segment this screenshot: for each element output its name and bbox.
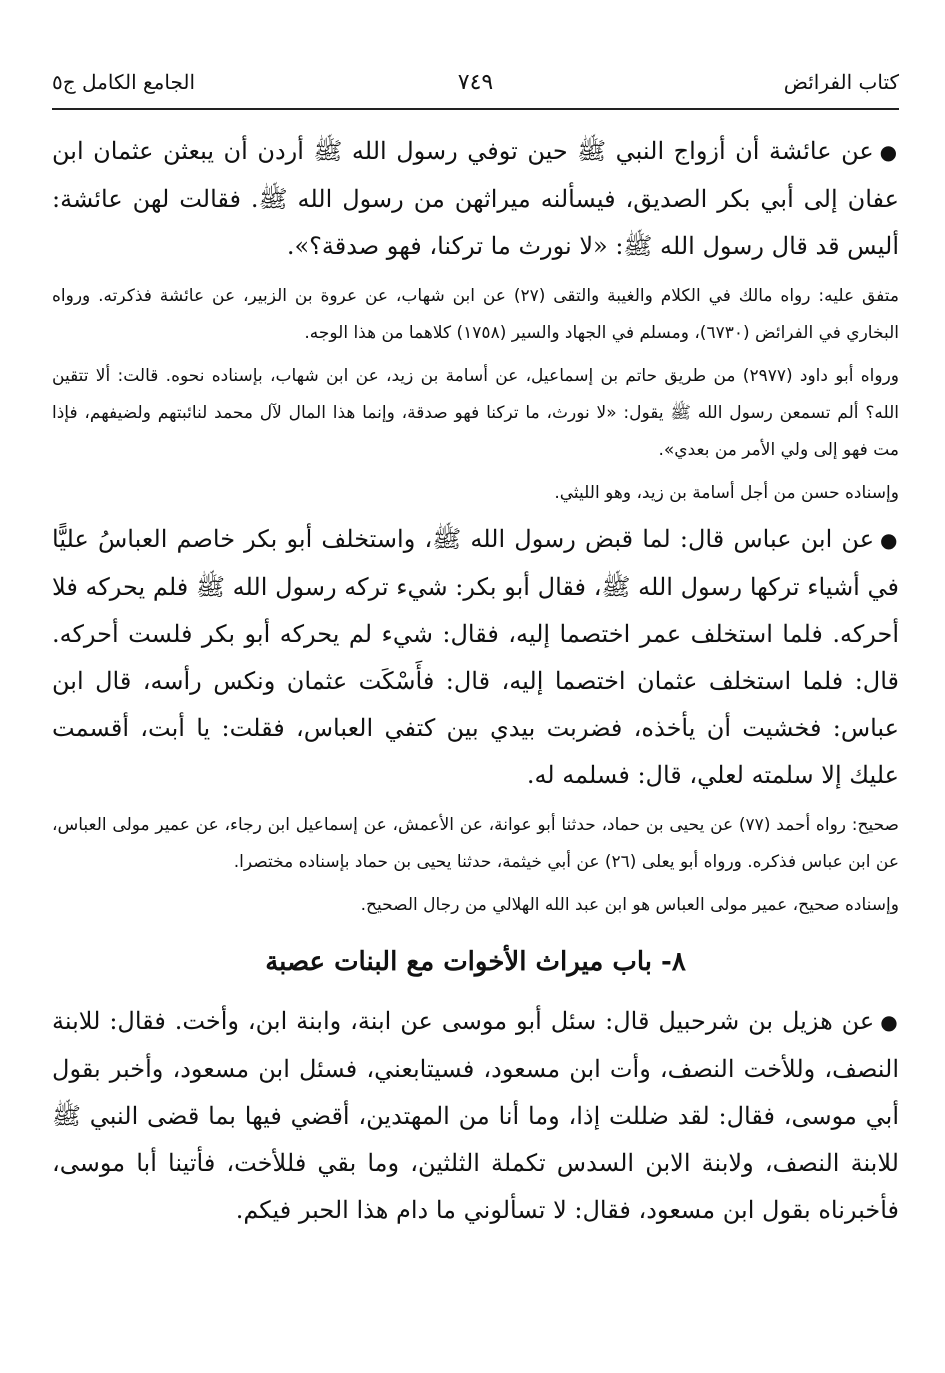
takhrij-note: وإسناده صحيح، عمير مولى العباس هو ابن عبد الله الهلالي من رجال الصحيح. bbox=[360, 895, 899, 915]
hadith-paragraph bbox=[52, 998, 899, 1234]
hadith-paragraph bbox=[52, 128, 899, 270]
takhrij-note: وإسناده حسن من أجل أسامة بن زيد، وهو الليثي. bbox=[554, 483, 899, 503]
hadith-text: عن عائشة أن أزواج النبي ﷺ حين توفي رسول الله ﷺ أردن أن يبعثن عثمان ابن عفان إلى أبي بكر الصديق، فيسألنه ميراثهن من رسول الله ﷺ. فقالت لهن عائشة: أليس قد قال رسول الله ﷺ: «لا نورث ما تركنا، فهو صدقة؟». bbox=[52, 137, 899, 260]
chapter-heading: ٨- باب ميراث الأخوات مع البنات عصبة bbox=[265, 947, 686, 977]
book-section-title: كتاب الفرائض bbox=[783, 70, 899, 94]
page-header bbox=[52, 62, 899, 102]
bullet-icon: ● bbox=[880, 528, 900, 552]
bullet-icon: ● bbox=[879, 140, 900, 164]
hadith-text: عن ابن عباس قال: لما قبض رسول الله ﷺ، واستخلف أبو بكر خاصم العباسُ عليًّا في أشياء تركها رسول الله ﷺ، فقال أبو بكر: شيء تركه رسول الله ﷺ فلم يحركه فلا أحركه. فلما استخلف عمر اختصما إليه، فقال: شيء لم يحركه أبو بكر فلست أحركه. قال: فلما استخلف عثمان اختصما إليه، قال: فأَسْكَت عثمان ونكس رأسه، قال ابن عباس: فخشيت أن يأخذه، فضربت بيدي بين كتفي العباس، فقلت: يا أبت، أقسمت عليك إلا سلمته لعلي، قال: فسلمه له. bbox=[52, 525, 899, 789]
takhrij-note: ورواه أبو داود (٢٩٧٧) من طريق حاتم بن إسماعيل، عن أسامة بن زيد، عن ابن شهاب، بإسناده نحوه. قالت: ألا تتقين الله؟ ألم تسمعن رسول الله ﷺ يقول: «لا نورث، ما تركنا فهو صدقة، وإنما هذا المال لآل محمد لنائبتهم ولضيفهم، فإذا مت فهو إلى ولي الأمر من بعدي». bbox=[52, 366, 899, 460]
takhrij-note: صحيح: رواه أحمد (٧٧) عن يحيى بن حماد، حدثنا أبو عوانة، عن الأعمش، عن إسماعيل ابن رجاء، عن عمير مولى العباس، عن ابن عباس فذكره. ورواه أبو يعلى (٢٦) عن أبي خيثمة، حدثنا يحيى بن حماد بإسناده مختصرا. bbox=[52, 815, 899, 872]
book-title: الجامع الكامل ج٥ bbox=[52, 70, 196, 94]
hadith-text: عن هزيل بن شرحبيل قال: سئل أبو موسى عن ابنة، وابنة ابن، وأخت. فقال: للابنة النصف، وللأخت النصف، وأت ابن مسعود، فسيتابعني، فسئل ابن مسعود، وأخبر بقول أبي موسى، فقال: لقد ضللت إذا، وما أنا من المهتدين، أقضي فيها بما قضى النبي ﷺ للابنة النصف، ولابنة الابن السدس تكملة الثلثين، وما بقي فللأخت، فأتينا أبا موسى، فأخبرناه بقول ابن مسعود، فقال: لا تسألوني ما دام هذا الحبر فيكم. bbox=[52, 1007, 899, 1224]
bullet-icon: ● bbox=[880, 1010, 900, 1034]
header-rule bbox=[52, 108, 899, 110]
hadith-paragraph bbox=[52, 516, 899, 799]
takhrij-note: متفق عليه: رواه مالك في الكلام والغيبة والتقى (٢٧) عن ابن شهاب، عن عروة بن الزبير، عن عائشة فذكرته. ورواه البخاري في الفرائض (٦٧٣٠)، ومسلم في الجهاد والسير (١٧٥٨) كلاهما من هذا الوجه. bbox=[52, 286, 899, 343]
page-number: ٧٤٩ bbox=[457, 69, 494, 95]
page-body bbox=[52, 128, 899, 1242]
